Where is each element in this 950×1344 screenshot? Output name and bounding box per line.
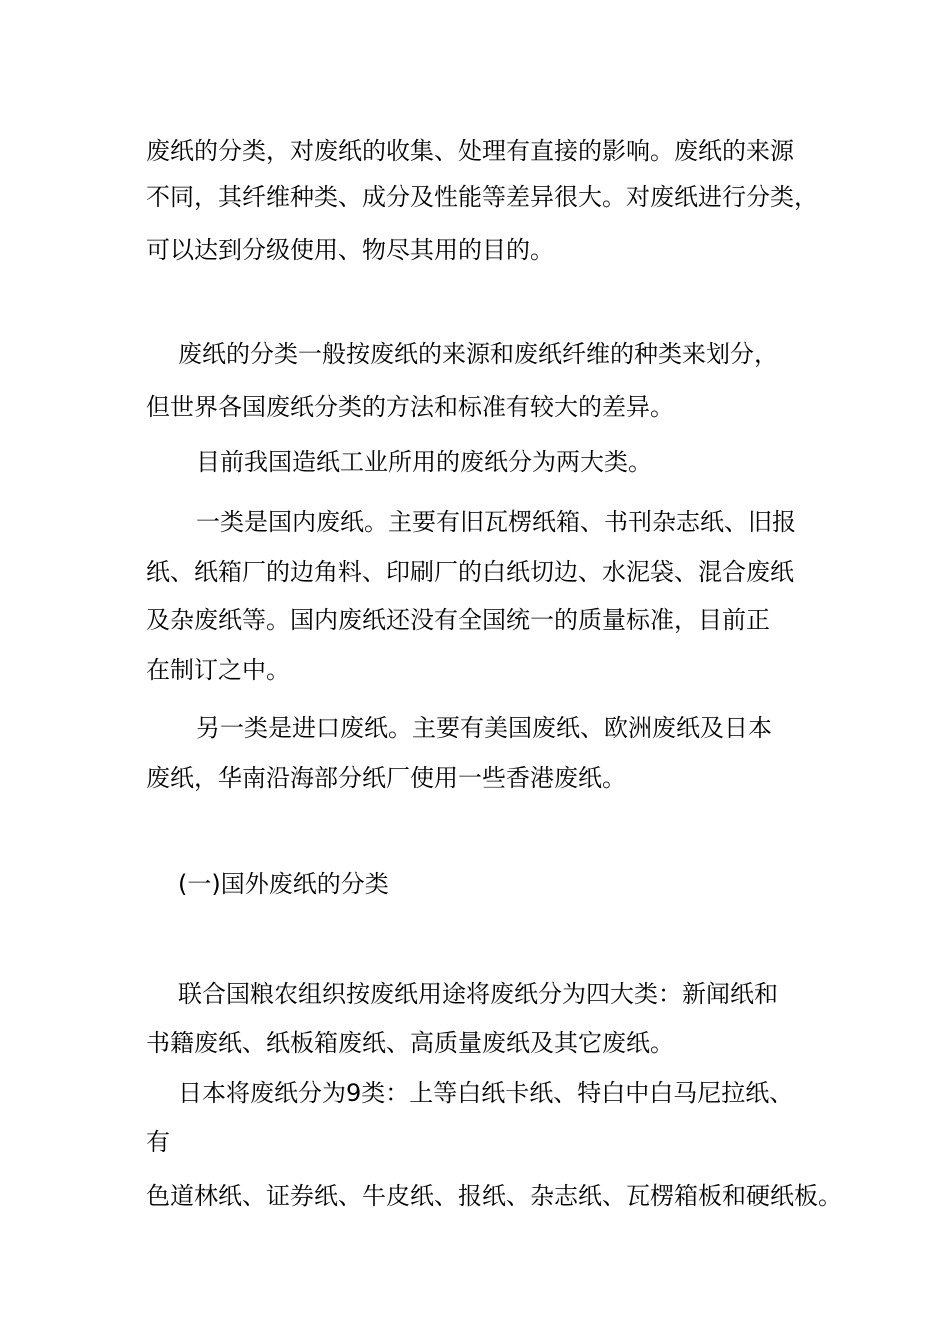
paragraph-line: 废纸的分类，对废纸的收集、处理有直接的影响。废纸的来源	[146, 137, 794, 165]
paragraph-line: 在制订之中。	[146, 656, 290, 684]
paragraph-line: 废纸的分类一般按废纸的来源和废纸纤维的种类来划分，	[178, 340, 778, 368]
paragraph-line: 可以达到分级使用、物尽其用的目的。	[146, 236, 554, 264]
paragraph-line: 纸、纸箱厂的边角料、印刷厂的白纸切边、水泥袋、混合废纸	[146, 558, 794, 586]
paragraph-line: 联合国粮农组织按废纸用途将废纸分为四大类：新闻纸和	[178, 980, 778, 1008]
paragraph-line: 日本将废纸分为9类：上等白纸卡纸、特白中白马尼拉纸、	[178, 1079, 794, 1107]
paragraph-line: 不同，其纤维种类、成分及性能等差异很大。对废纸进行分类，	[146, 183, 818, 211]
paragraph-line: 色道林纸、证券纸、牛皮纸、报纸、杂志纸、瓦楞箱板和硬纸板。	[146, 1182, 842, 1210]
paragraph-line: 但世界各国废纸分类的方法和标准有较大的差异。	[146, 393, 674, 421]
paragraph-line: 另一类是进口废纸。主要有美国废纸、欧洲废纸及日本	[196, 714, 772, 742]
paragraph-line: 目前我国造纸工业所用的废纸分为两大类。	[196, 448, 652, 476]
section-heading: (一)国外废纸的分类	[178, 870, 389, 898]
paragraph-line: 一类是国内废纸。主要有旧瓦楞纸箱、书刊杂志纸、旧报	[196, 508, 796, 536]
paragraph-line: 书籍废纸、纸板箱废纸、高质量废纸及其它废纸。	[146, 1029, 674, 1057]
paragraph-line: 有	[146, 1128, 170, 1156]
paragraph-line: 废纸，华南沿海部分纸厂使用一些香港废纸。	[146, 764, 626, 792]
paragraph-line: 及杂废纸等。国内废纸还没有全国统一的质量标准，目前正	[146, 606, 770, 634]
